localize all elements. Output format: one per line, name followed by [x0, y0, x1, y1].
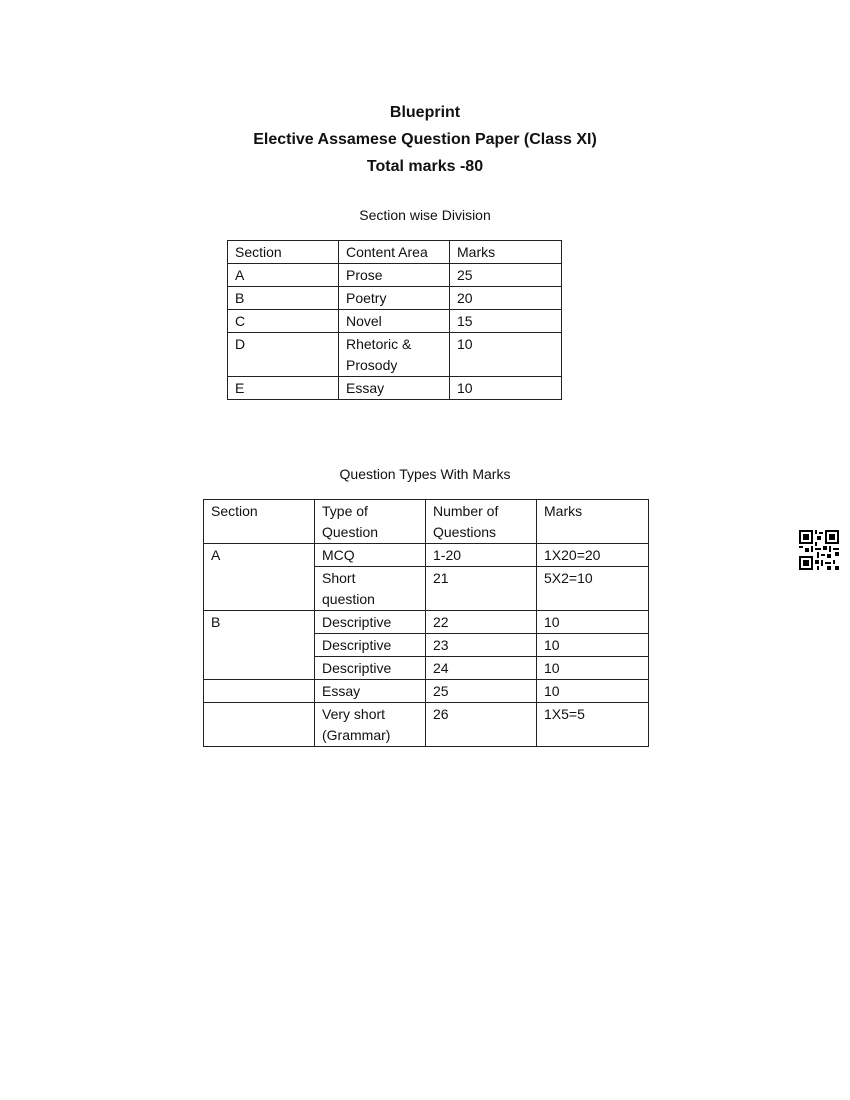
table-header-row: [204, 500, 649, 544]
header-section: Section: [204, 500, 315, 544]
cell-marks: 20: [450, 287, 562, 310]
cell-marks: 1X20=20: [537, 544, 649, 567]
table-row: [204, 703, 649, 747]
cell-type: Descriptive: [315, 611, 426, 634]
cell-number: 26: [426, 703, 537, 747]
cell-marks: 5X2=10: [537, 567, 649, 611]
cell-marks: 10: [537, 680, 649, 703]
header-content-area: Content Area: [339, 241, 450, 264]
cell-section: B: [228, 287, 339, 310]
cell-number: 23: [426, 634, 537, 657]
cell-section: D: [228, 333, 339, 377]
cell-content-area: Prose: [339, 264, 450, 287]
question-types-caption: Question Types With Marks: [339, 466, 511, 482]
cell-number: 22: [426, 611, 537, 634]
table-row: [228, 287, 562, 310]
cell-type: Descriptive: [315, 634, 426, 657]
cell-type: Short question: [315, 567, 426, 611]
table-row: [204, 611, 649, 634]
cell-marks: 10: [450, 333, 562, 377]
table-header-row: [228, 241, 562, 264]
question-types-table: [203, 499, 649, 747]
header-marks: Marks: [537, 500, 649, 544]
total-marks: Total marks -80: [366, 158, 484, 175]
cell-number: 21: [426, 567, 537, 611]
table-row: [228, 333, 562, 377]
cell-section: C: [228, 310, 339, 333]
header-type-of-question: Type of Question: [315, 500, 426, 544]
cell-type: Very short (Grammar): [315, 703, 426, 747]
cell-section: A: [204, 544, 315, 611]
section-division-caption: Section wise Division: [359, 207, 491, 223]
cell-number: 24: [426, 657, 537, 680]
cell-content-area: Novel: [339, 310, 450, 333]
cell-marks: 25: [450, 264, 562, 287]
table-row: [228, 310, 562, 333]
cell-section: E: [228, 377, 339, 400]
cell-marks: 10: [450, 377, 562, 400]
header-marks: Marks: [450, 241, 562, 264]
table-row: [204, 680, 649, 703]
doc-subtitle: Elective Assamese Question Paper (Class XI): [253, 131, 597, 148]
qr-code-icon: [799, 530, 839, 570]
cell-number: 1-20: [426, 544, 537, 567]
header-section: Section: [228, 241, 339, 264]
table-row: [204, 544, 649, 567]
cell-section: [204, 703, 315, 747]
cell-type: MCQ: [315, 544, 426, 567]
doc-title: Blueprint: [389, 104, 461, 121]
section-division-table: [227, 240, 562, 400]
cell-marks: 10: [537, 634, 649, 657]
cell-type: Essay: [315, 680, 426, 703]
cell-content-area: Essay: [339, 377, 450, 400]
table-row: [228, 264, 562, 287]
cell-marks: 1X5=5: [537, 703, 649, 747]
cell-content-area: Rhetoric & Prosody: [339, 333, 450, 377]
cell-number: 25: [426, 680, 537, 703]
cell-type: Descriptive: [315, 657, 426, 680]
cell-marks: 10: [537, 657, 649, 680]
cell-marks: 10: [537, 611, 649, 634]
cell-section: [204, 680, 315, 703]
cell-marks: 15: [450, 310, 562, 333]
cell-section: A: [228, 264, 339, 287]
table-row: [228, 377, 562, 400]
cell-content-area: Poetry: [339, 287, 450, 310]
cell-section: B: [204, 611, 315, 680]
header-number-of-questions: Number of Questions: [426, 500, 537, 544]
